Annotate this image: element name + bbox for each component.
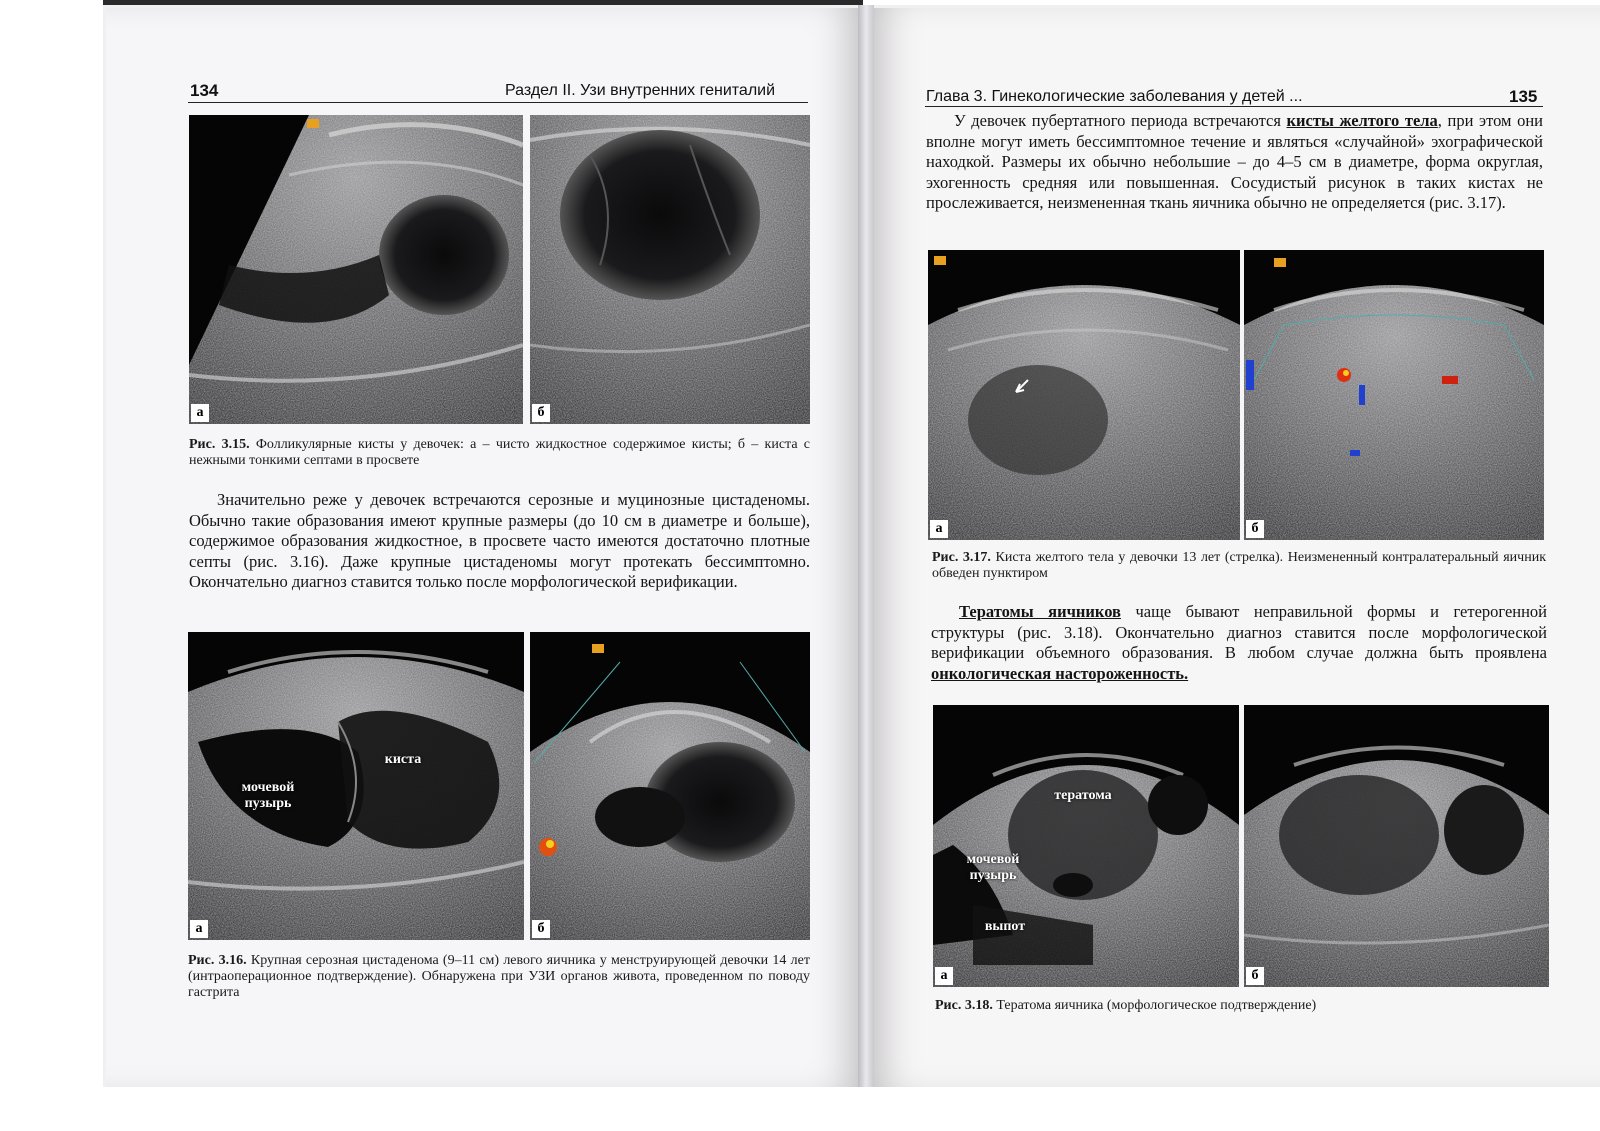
caption-label: Рис. 3.18. — [935, 998, 993, 1013]
term-corpus-luteum-cysts: кисты желтого тела — [1286, 111, 1438, 130]
figure-caption-3-16 — [188, 953, 810, 1001]
label-effusion: выпот — [984, 919, 1026, 934]
panel-label-a: а — [930, 520, 948, 538]
caption-text: Тератома яичника (морфологическое подтверждение) — [996, 998, 1317, 1013]
label-cyst: киста — [384, 752, 422, 767]
figure-caption-3-17 — [932, 550, 1546, 582]
page-number: 134 — [190, 81, 219, 100]
caption-label: Рис. 3.15. — [189, 437, 250, 452]
header-rule — [188, 102, 808, 103]
caption-text: Киста желтого тела у девочки 13 лет (стрелка). Неизмененный контралатеральный яичник обведен пунктиром — [932, 550, 1546, 581]
ultrasound-image-3-16a — [188, 632, 524, 940]
term-oncological-alertness: онкологическая настороженность. — [931, 663, 1189, 683]
text-run: чаще бывают неправильной формы и гетерогенной структуры (рис. 3.18). Окончательно диагноз ставится после морфологической верификации объемного образования. В любом случае должна быть проявлена — [931, 602, 1548, 662]
ultrasound-image-3-17b — [1244, 250, 1544, 540]
caption-text: Фолликулярные кисты у девочек: а – чисто жидкостное содержимое кисты; б – киста с нежными тонкими септами в просвете — [189, 437, 810, 468]
ultrasound-image-3-16b — [530, 632, 810, 940]
figure-caption-3-15 — [189, 437, 810, 469]
body-paragraph-2 — [931, 602, 1547, 684]
label-teratoma: тератома — [1054, 788, 1112, 803]
caption-label: Рис. 3.16. — [188, 953, 247, 968]
body-paragraph: Значительно реже у девочек встречаются серозные и муцинозные цистаденомы. Обычно такие образования имеют крупные размеры (до 10 см в диаметре и больше), содержимое образования жидкостное, в просвете часто имеются достаточно плотные септы (рис. 3.16). Даже крупные цистаденомы могут протекать бессимптомно. Окончательно диагноз ставится только после морфологической верификации. — [189, 490, 810, 591]
caption-label: Рис. 3.17. — [932, 550, 991, 565]
panel-label-b: б — [1246, 520, 1264, 538]
panel-label-a: а — [935, 967, 953, 985]
ultrasound-image-3-17a — [928, 250, 1240, 540]
figure-caption-3-18 — [935, 998, 1547, 1014]
panel-label-b: б — [532, 920, 550, 938]
ultrasound-image-3-15b — [530, 115, 810, 424]
header-rule — [925, 106, 1543, 107]
panel-label-a: а — [191, 404, 209, 422]
panel-label-b: б — [532, 404, 550, 422]
panel-label-b: б — [1246, 967, 1264, 985]
page-number: 135 — [1509, 87, 1538, 106]
text-run: , при этом они вполне могут иметь бессимптомное течение и являться «случайной» эхографической находкой. Размеры их обычно небольшие – до 4–5 см в диаметре, форма округлая, эхогенность средняя или повышенная. Сосудистый рисунок в таких кистах не прослеживается, неизмененная ткань яичника обычно не определяется (рис. 3.17). — [926, 111, 1543, 212]
label-bladder: мочевой пузырь — [241, 780, 295, 811]
panel-label-a: а — [190, 920, 208, 938]
caption-text: Крупная серозная цистаденома (9–11 см) левого яичника у менструирующей девочки 14 лет (интраоперационное подтверждение). Обнаружена при УЗИ органов живота, проведенном по поводу гастрита — [188, 953, 810, 1000]
book-gutter — [858, 5, 874, 1087]
ultrasound-image-3-15a — [189, 115, 523, 424]
term-ovarian-teratomas: Тератомы яичников — [959, 602, 1121, 621]
body-paragraph-1 — [926, 111, 1543, 214]
ultrasound-image-3-18a — [933, 705, 1239, 987]
text-run: У девочек пубертатного периода встречаются — [954, 111, 1287, 130]
ultrasound-image-3-18b — [1244, 705, 1549, 987]
label-bladder: мочевой пузырь — [966, 852, 1020, 883]
running-head: Глава 3. Гинекологические заболевания у детей ... — [926, 88, 1303, 105]
running-head: Раздел II. Узи внутренних гениталий — [505, 82, 776, 99]
